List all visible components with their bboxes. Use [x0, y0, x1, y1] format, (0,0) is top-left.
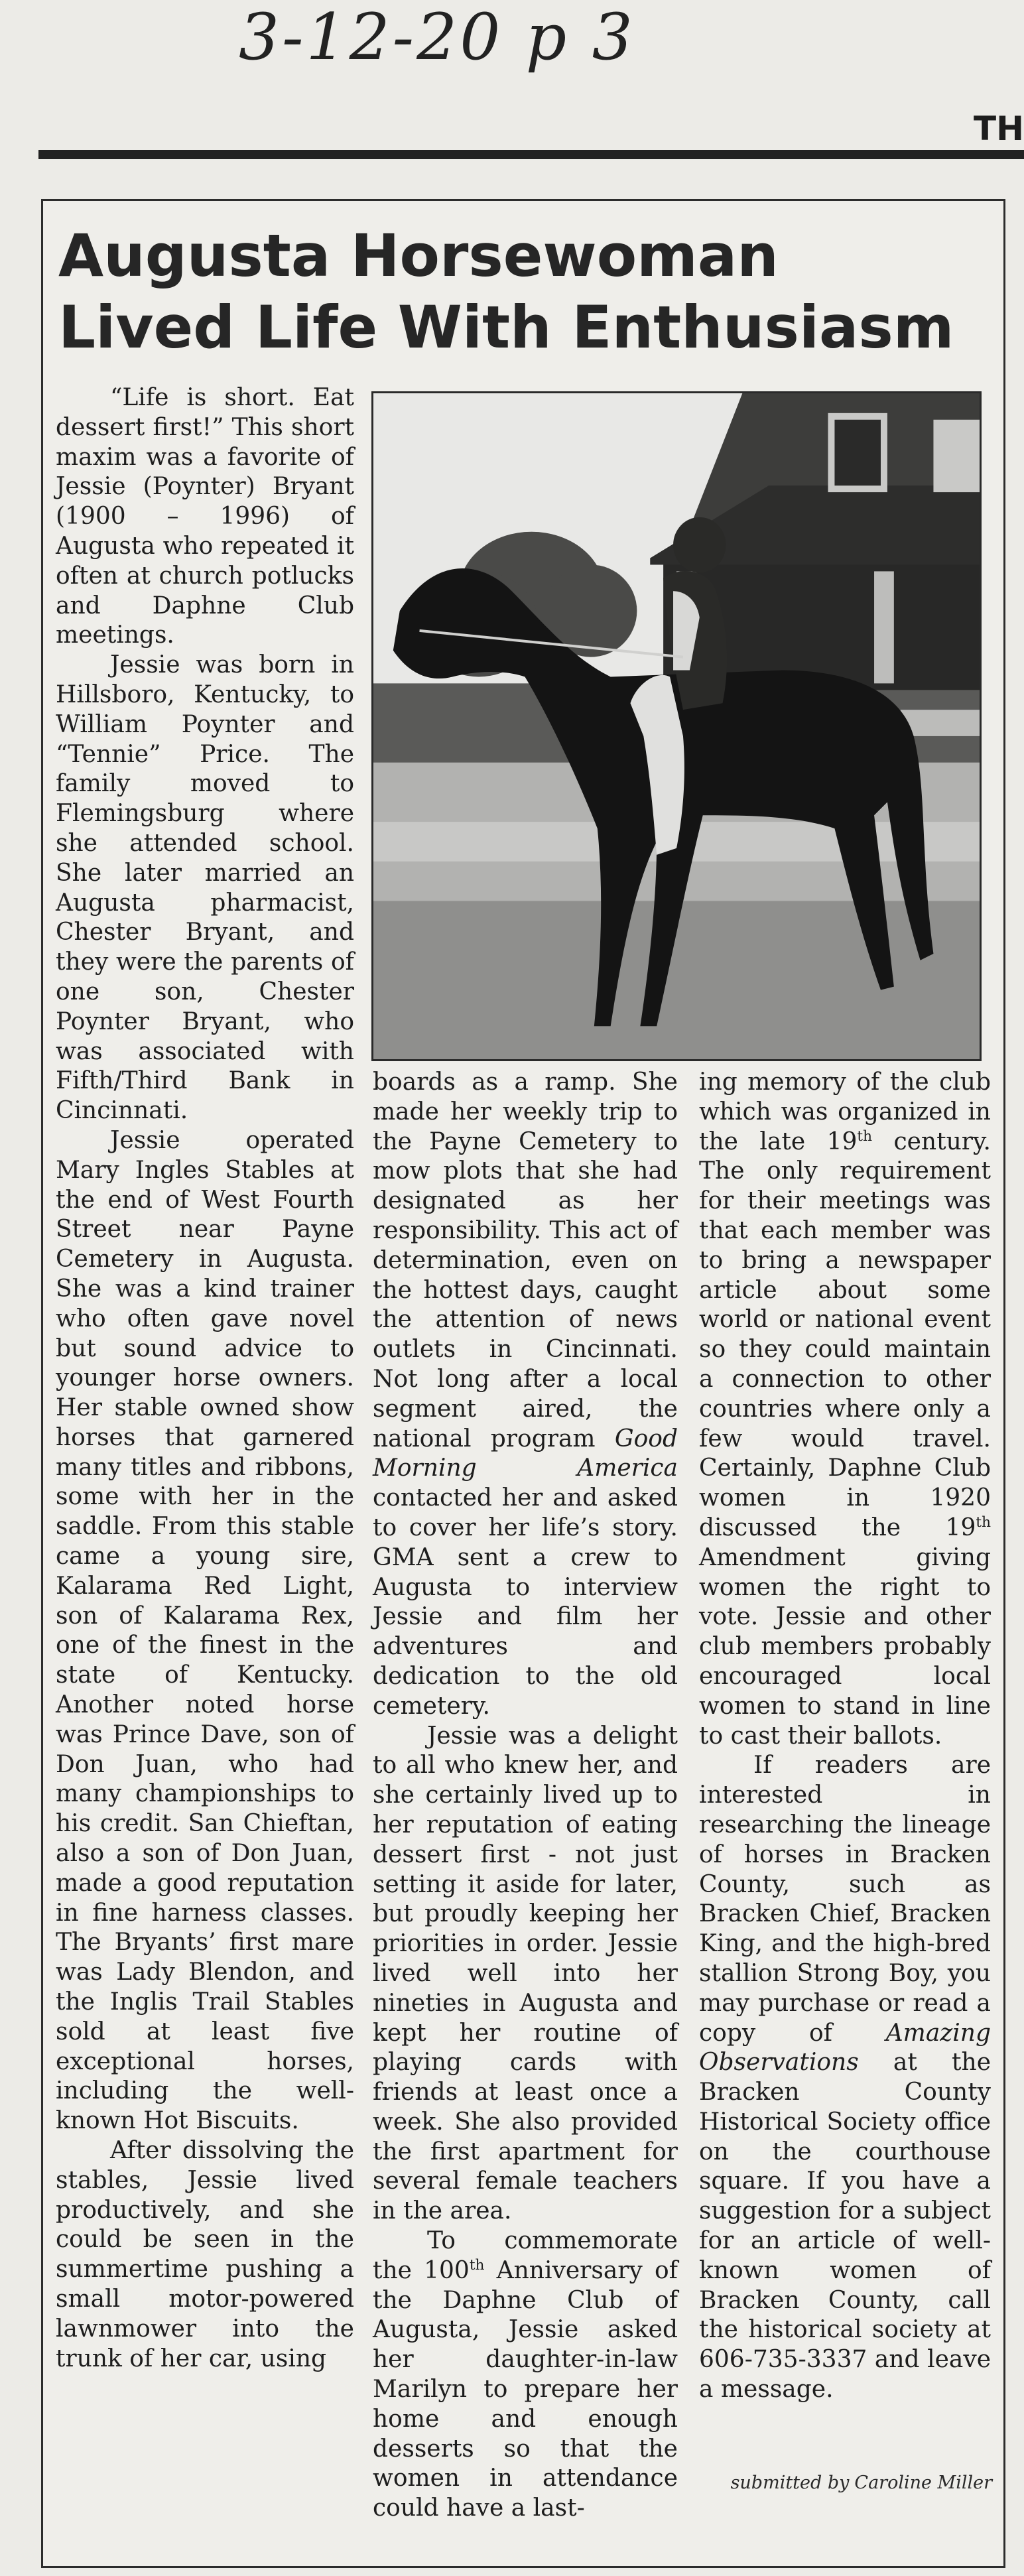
masthead-rule [38, 150, 1024, 159]
article-headline [58, 220, 993, 363]
anniversary-text-b: Anniversary of the Daphne Club of Augusta, Jessie asked her daughter-in-law Marilyn to prepare her home and enough desserts so that the women in attendance could have a last- [373, 2256, 678, 2522]
paragraph-birth: Jessie was born in Hillsboro, Kentucky, to William Poynter and “Tennie” Price. The family moved to Flemingsburg where she attended school. She later married an Augusta pharmacist, Chester Bryant, and they were the parents of one son, Chester Poynter Bryant, who was associated with Fifth/Third Bank in Cincinnati. [56, 651, 354, 1125]
paragraph-readers [699, 1751, 991, 2405]
anniversary-text-a: To commemorate the 100 [373, 2227, 678, 2284]
article-column-1 [56, 383, 354, 2374]
ordinal-suffix: th [469, 2256, 485, 2274]
ordinal-suffix: th [976, 1513, 991, 1531]
club-text-c: Amendment giving women the right to vote. Jessie and other club members probably encouraged local women to stand in line to cast their ballots. [699, 1543, 991, 1750]
club-text-b: century. The only requirement for their meetings was that each member was to bring a newspaper article about some world or national event so they could maintain a connection to other countries where only a few would travel. Certainly, Daphne Club women in 1920 discussed the 19 [699, 1127, 991, 1541]
paragraph-delight: Jessie was a delight to all who knew her, and she certainly lived up to her reputation of eating dessert first - not just setting it aside for later, but proudly keeping her priorities in order. Jessie lived well into her nineties in Augusta and kept her routine of playing cards with friends at least once a week. She also provided the first apartment for several female teachers in the area. [373, 1722, 678, 2225]
readers-text-a: If readers are interested in researching the lineage of horses in Bracken County, such as Bracken Chief, Bracken King, and the high-bred stallion Strong Boy, you may purchase or read a copy of [699, 1752, 991, 2047]
show-title: Good Morning America [373, 1425, 678, 1482]
paragraph-club-history [699, 1068, 991, 1751]
headline-line-2: Lived Life With Enthusiasm [58, 293, 954, 361]
article-credit [727, 2473, 992, 2493]
masthead-partial-title: TH [974, 109, 1024, 148]
handwritten-date-note: 3-12-20 p 3 [239, 0, 635, 74]
book-title: Amazing Observations [699, 2019, 991, 2077]
headline-line-1: Augusta Horsewoman [58, 222, 779, 290]
cemetery-text-a: boards as a ramp. She made her weekly trip to the Payne Cemetery to mow plots that she had designated as her responsibility. This act of determination, even on the hottest days, caught the attention of news outlets in Cincinnati. Not long after a local segment aired, the national program [373, 1068, 678, 1452]
paragraph-cemetery [373, 1068, 678, 1722]
horse-rider-photo [371, 391, 982, 1061]
article-column-2 [373, 1068, 678, 2524]
readers-text-b: at the Bracken County Historical Society office on the courthouse square. If you have a suggestion for a subject for an article of well-known women of Bracken County, call the historical society at 606-735-3337 and leave a message. [699, 2049, 991, 2404]
cemetery-text-b: contacted her and asked to cover her life’s story. GMA sent a crew to Augusta to interview Jessie and film her adventures and dedication to the old cemetery. [373, 1484, 678, 1720]
paragraph-intro: “Life is short. Eat dessert first!” This short maxim was a favorite of Jessie (Poynter) Bryant (1900 – 1996) of Augusta who repeated it often at church potlucks and Daphne Club meetings. [56, 384, 354, 649]
ordinal-suffix: th [857, 1127, 873, 1145]
credit-label: submitted by [730, 2473, 850, 2493]
paragraph-anniversary [373, 2226, 678, 2524]
photo-horse-rider-icon [373, 393, 980, 1059]
paragraph-stables: Jessie operated Mary Ingles Stables at the end of West Fourth Street near Payne Cemetery in Augusta. She was a kind trainer who often gave novel but sound advice to younger horse owners. Her stable owned show horses that garnered many titles and ribbons, some with her in the saddle. From this stable came a young sire, Kalarama Red Light, son of Kalarama Rex, one of the finest in the state of Kentucky. Another noted horse was Prince Dave, son of Don Juan, who had many championships to his credit. San Chieftan, also a son of Don Juan, made a good reputation in fine harness classes. The Bryants’ first mare was Lady Blendon, and the Inglis Trail Stables sold at least five exceptional horses, including the well-known Hot Biscuits. [56, 1126, 354, 2135]
club-text-a: ing memory of the club which was organized in the late 19 [699, 1068, 991, 1155]
article-column-3 [699, 1068, 991, 2405]
credit-author: Caroline Miller [854, 2473, 992, 2493]
paragraph-after-stables: After dissolving the stables, Jessie lived productively, and she could be seen in the summertime pushing a small motor-powered lawnmower into the trunk of her car, using [56, 2137, 354, 2372]
